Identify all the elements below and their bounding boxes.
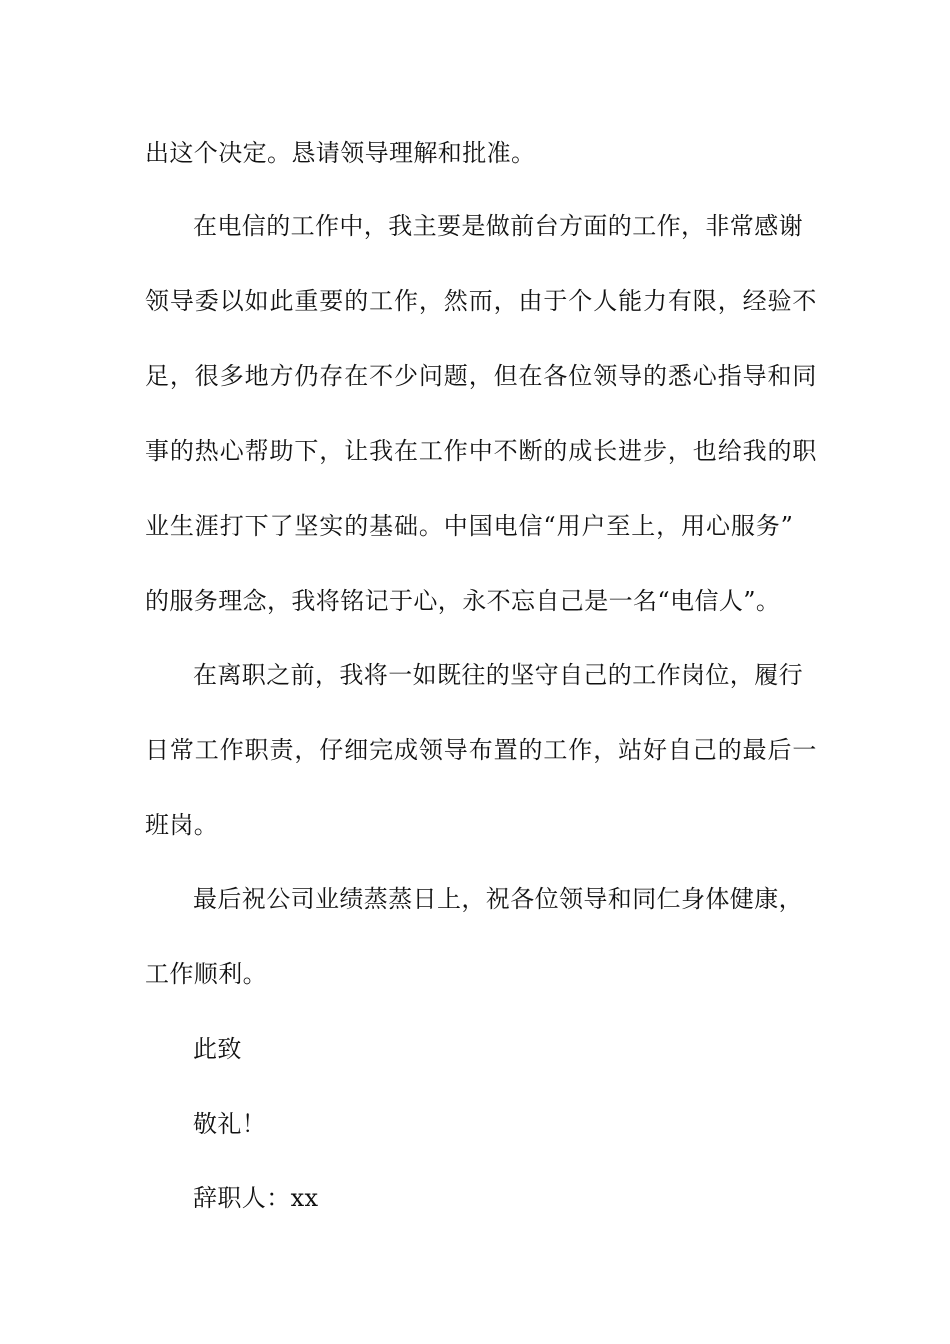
text-line: 班岗。: [145, 811, 219, 839]
text-line: 事的热心帮助下，让我在工作中不断的成长进步，也给我的职: [145, 437, 818, 465]
paragraph-first-line: 最后祝公司业绩蒸蒸日上，祝各位领导和同仁身体健康，: [193, 885, 803, 913]
paragraph-first-line: 在离职之前，我将一如既往的坚守自己的工作岗位，履行: [193, 661, 803, 689]
text-line: 工作顺利。: [145, 960, 267, 988]
text-line: 出这个决定。恳请领导理解和批准。: [145, 139, 536, 167]
text-line: 日常工作职责，仔细完成领导布置的工作，站好自己的最后一: [145, 736, 818, 764]
text-line: 领导委以如此重要的工作，然而，由于个人能力有限，经验不: [145, 287, 818, 315]
closing-salutation: 此致: [193, 1035, 242, 1063]
paragraph-first-line: 在电信的工作中，我主要是做前台方面的工作，非常感谢: [193, 212, 803, 240]
signature-line: 辞职人：xx: [193, 1184, 319, 1212]
text-line: 的服务理念，我将铭记于心，永不忘自己是一名“电信人”。: [145, 587, 781, 615]
closing-regards: 敬礼！: [193, 1110, 267, 1138]
text-line: 足，很多地方仍存在不少问题，但在各位领导的悉心指导和同: [145, 362, 818, 390]
text-line: 业生涯打下了坚实的基础。中国电信“用户至上，用心服务”: [145, 512, 794, 540]
